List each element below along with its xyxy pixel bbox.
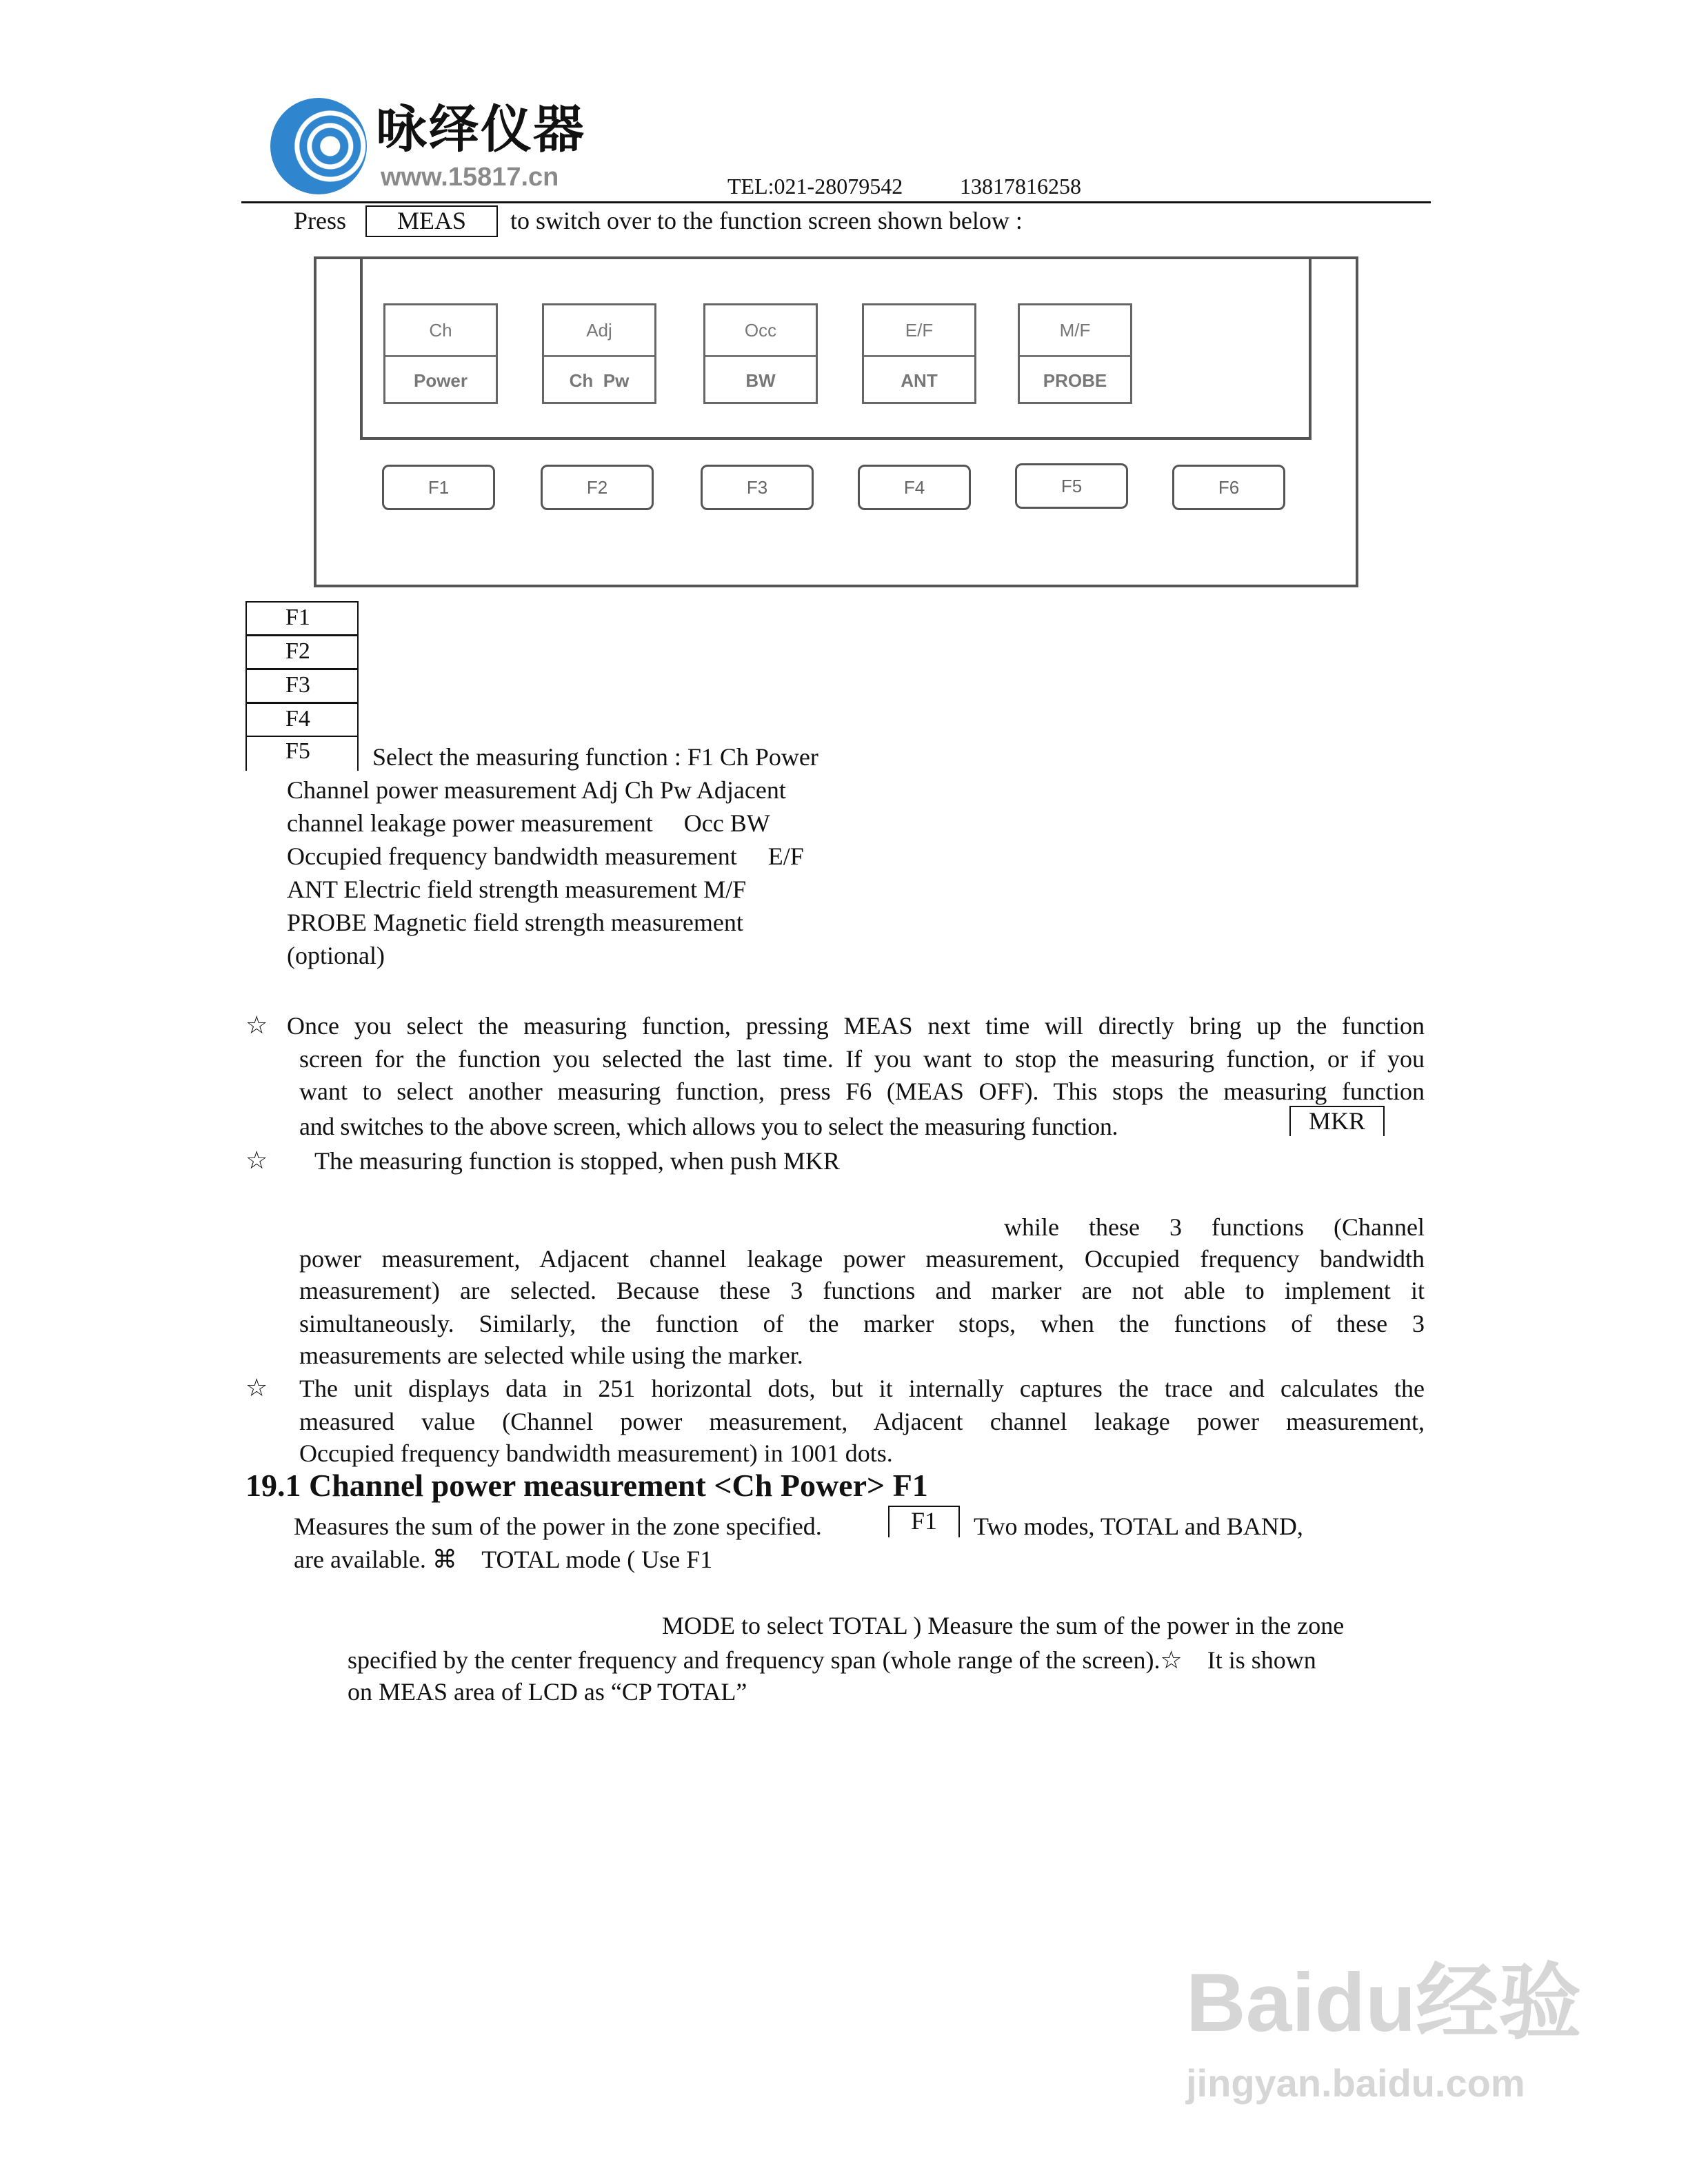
key-label-top: E/F	[864, 305, 974, 357]
key-label-top: Adj	[544, 305, 654, 357]
select-line: Channel power measurement Adj Ch Pw Adjacent	[287, 776, 786, 804]
f4-box: F4	[245, 702, 359, 737]
logo-url: www.15817.cn	[381, 163, 559, 192]
baidu-watermark-logo: Baidu经验	[1186, 1957, 1582, 2049]
star-bullet-icon: ☆	[245, 1374, 268, 1402]
para3-line: The unit displays data in 251 horizontal dots, but it internally captures the trace and calculates the	[299, 1375, 1425, 1402]
company-logo-icon	[270, 98, 367, 194]
para1-line: want to select another measuring function, press F6 (MEAS OFF). This stops the measuring function	[299, 1078, 1425, 1105]
soft-key-ch-power	[383, 303, 498, 404]
select-line: (optional)	[287, 942, 385, 969]
para2-line: measurement) are selected. Because these 3 functions and marker are not able to implement it	[299, 1277, 1425, 1304]
f3-key: F3	[701, 465, 814, 510]
section-line: Two modes, TOTAL and BAND,	[974, 1513, 1303, 1540]
soft-key-occ-bw	[703, 303, 818, 404]
para2-first: The measuring function is stopped, when push MKR	[314, 1147, 840, 1175]
para2-line: simultaneously. Similarly, the function of the marker stops, when the functions of these 3	[299, 1310, 1425, 1337]
key-label-bottom: Power	[413, 370, 468, 391]
section-line: specified by the center frequency and frequency span (whole range of the screen).☆ It is shown	[348, 1646, 1316, 1674]
baidu-watermark-url: jingyan.baidu.com	[1186, 2061, 1525, 2105]
intro-press: Press	[294, 207, 347, 234]
f2-key: F2	[541, 465, 654, 510]
f1-box: F1	[245, 601, 359, 636]
f1-key-inline: F1	[888, 1506, 960, 1537]
para1-line: and switches to the above screen, which allows you to select the measuring function.	[299, 1113, 1118, 1140]
key-label-bottom: Ch Pw	[569, 370, 630, 391]
section-line: MODE to select TOTAL ) Measure the sum of the power in the zone	[662, 1612, 1345, 1639]
key-label-bottom: BW	[745, 370, 776, 391]
para1-line: screen for the function you selected the last time. If you want to stop the measuring function, or if you	[299, 1045, 1425, 1073]
section-line: are available. ⌘ TOTAL mode ( Use F1	[294, 1546, 713, 1573]
section-line: on MEAS area of LCD as “CP TOTAL”	[348, 1678, 747, 1706]
para1-line: Once you select the measuring function, pressing MEAS next time will directly bring up the function	[287, 1012, 1425, 1040]
f3-box: F3	[245, 669, 359, 703]
para2-line: while these 3 functions (Channel	[1004, 1213, 1425, 1241]
select-line: ANT Electric field strength measurement M/F	[287, 876, 747, 903]
key-label-top: Ch	[385, 305, 496, 357]
soft-key-ef-ant	[862, 303, 976, 404]
key-label-bottom: PROBE	[1043, 370, 1107, 391]
header-mobile: 13817816258	[960, 174, 1081, 199]
logo-chinese-name: 咏绎仪器	[376, 100, 585, 159]
key-label-bottom: ANT	[901, 370, 938, 391]
section-line: Measures the sum of the power in the zone specified.	[294, 1513, 822, 1540]
para2-line: power measurement, Adjacent channel leakage power measurement, Occupied frequency bandwidth	[299, 1245, 1425, 1273]
mkr-key: MKR	[1289, 1106, 1385, 1136]
f1-key: F1	[382, 465, 495, 510]
soft-key-adj-ch-pw	[542, 303, 656, 404]
star-bullet-icon: ☆	[245, 1146, 268, 1175]
intro-text: to switch over to the function screen shown below :	[510, 207, 1023, 234]
meas-key: MEAS	[365, 205, 498, 237]
key-label-top: Occ	[705, 305, 816, 357]
f5-key: F5	[1015, 463, 1128, 509]
key-label-top: M/F	[1020, 305, 1130, 357]
para2-line: measurements are selected while using the marker.	[299, 1342, 803, 1369]
header-rule	[241, 201, 1431, 203]
f4-key: F4	[858, 465, 971, 510]
select-line: channel leakage power measurement Occ BW	[287, 809, 770, 837]
para3-line: measured value (Channel power measurement, Adjacent channel leakage power measurement,	[299, 1408, 1425, 1435]
soft-key-mf-probe	[1018, 303, 1132, 404]
select-line: Select the measuring function : F1 Ch Power	[372, 743, 818, 771]
star-bullet-icon: ☆	[245, 1011, 268, 1040]
f6-key: F6	[1172, 465, 1285, 510]
select-line: Occupied frequency bandwidth measurement E/F	[287, 842, 804, 870]
f2-box: F2	[245, 635, 359, 669]
para3-line: Occupied frequency bandwidth measurement) in 1001 dots.	[299, 1439, 893, 1467]
lcd-area	[360, 256, 1312, 440]
header-tel: TEL:021-28079542	[727, 174, 903, 199]
select-line: PROBE Magnetic field strength measurement	[287, 909, 743, 936]
section-heading: 19.1 Channel power measurement <Ch Power> F1	[245, 1468, 928, 1503]
f5-box: F5	[245, 736, 359, 771]
